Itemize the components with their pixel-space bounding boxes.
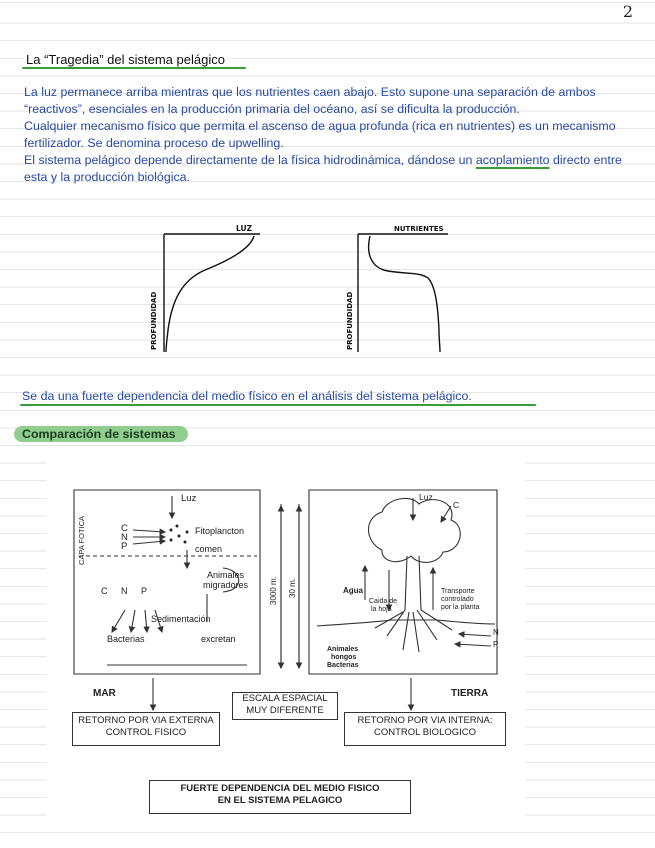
- strong-dependence-line-1: FUERTE DEPENDENCIA DEL MEDIO FISICO: [180, 783, 380, 794]
- light-depth-label: PROFUNDIDAD: [150, 291, 158, 350]
- dependence-text: Se da una fuerte dependencia del medio físico en el análisis del sistema pelágico.: [22, 389, 472, 403]
- strong-dependence-box: [149, 780, 411, 814]
- phytoplankton-label: Fitoplancton: [195, 526, 245, 536]
- sea-c-arrow: [133, 530, 165, 532]
- sediment-arrow-2: [131, 610, 135, 632]
- water-label: Agua: [343, 586, 363, 595]
- photic-layer-label: CAPA FOTICA: [77, 515, 86, 565]
- excretan-label: excretan: [201, 634, 236, 644]
- land-c-label: C: [453, 500, 460, 510]
- strong-dependence-line-2: EN EL SISTEMA PELAGICO: [217, 795, 343, 806]
- sea-n-label: N: [121, 532, 128, 543]
- sea-n2-label: N: [121, 586, 128, 596]
- light-curve: [166, 236, 254, 352]
- coupling-keyword: acoplamiento: [475, 153, 550, 168]
- sedimentation-label: Sedimentación: [151, 614, 211, 624]
- spatial-scale-box: [232, 692, 338, 720]
- land-light-label: Luz: [419, 492, 433, 502]
- land-c-arrow: [441, 506, 451, 522]
- migrators-label-1: Animales: [207, 570, 245, 580]
- dependence-underline: [20, 404, 536, 406]
- nutrient-curve: [369, 236, 440, 352]
- land-animals-label: Animales: [327, 646, 359, 653]
- tree-canopy: [368, 498, 460, 562]
- internal-return-box: [344, 712, 506, 746]
- external-return-line-1: RETORNO POR VIA EXTERNA: [78, 715, 214, 726]
- land-ground-line: [317, 620, 495, 626]
- sea-bacteria-label: Bacterias: [107, 634, 145, 644]
- sea-c2-label: C: [101, 586, 108, 596]
- page-title: La “Tragedia” del sistema pelágico: [26, 52, 225, 67]
- tree-trunk: [405, 556, 421, 610]
- transport-label-1: Transporte: [441, 588, 475, 595]
- nutrient-label: NUTRIENTES: [394, 225, 444, 233]
- migrators-label-2: migradores: [203, 580, 249, 590]
- external-return-line-2: CONTROL FISICO: [105, 727, 187, 738]
- comparison-figure: [47, 460, 525, 818]
- mar-label: MAR: [93, 688, 116, 699]
- light-profile-sketch: [164, 234, 260, 352]
- page-number: 2: [622, 2, 633, 21]
- external-return-box: [72, 712, 220, 746]
- sediment-arrow-1: [112, 610, 125, 632]
- paragraph-upwelling: Cualquier mecanismo físico que permita el ascenso de agua profunda (rica en nutrientes) es un mecanismo fertilizador. Se denomina proceso de upwelling.: [24, 119, 616, 151]
- nutrient-profile-sketch: [358, 234, 448, 352]
- transport-label-3: por la planta: [441, 604, 480, 611]
- spatial-scale-line-1: ESCALA ESPACIAL: [242, 693, 328, 704]
- land-bacteria-label: Bacterias: [327, 662, 359, 669]
- land-p-label: P: [493, 640, 499, 649]
- comen-label: comen: [195, 544, 223, 554]
- sea-c-label: C: [121, 523, 128, 534]
- coupling-text-end: directo entre esta y la producción biológica.: [24, 153, 622, 185]
- tree-roots: [375, 610, 452, 652]
- sea-p-label: P: [121, 541, 128, 552]
- leaf-fall-label-1: Caida de: [369, 598, 398, 605]
- sea-p2-label: P: [141, 586, 148, 596]
- nutrient-depth-label: PROFUNDIDAD: [346, 291, 354, 350]
- light-label: LUZ: [236, 224, 253, 233]
- depth-30-label: 30 m.: [288, 577, 297, 598]
- depth-3000-label: 3000 m.: [269, 576, 278, 605]
- sea-light-label: Luz: [181, 493, 197, 504]
- tierra-label: TIERRA: [451, 688, 489, 699]
- internal-return-line-1: RETORNO POR VIA INTERNA:: [357, 715, 493, 726]
- paragraph-light-nutrients: La luz permanece arriba mientras que los nutrientes caen abajo. Esto supone una separación de ambos “reactivos”, esenciales en la producción primaria del océano, así se dificulta la producción.: [24, 85, 596, 117]
- land-fungi-label: hongos: [331, 654, 357, 661]
- phytoplankton-dots: [170, 525, 189, 544]
- leaf-fall-label-2: la hoja: [371, 606, 392, 613]
- sediment-arrow-3: [145, 610, 147, 632]
- transport-label-2: controlado: [441, 596, 474, 603]
- spatial-scale-line-2: MUY DIFERENTE: [246, 705, 324, 716]
- coupling-text-start: El sistema pelágico depende directamente de la física hidrodinámica, dándose un: [24, 153, 476, 168]
- sea-p-arrow: [133, 541, 165, 544]
- land-p-arrow: [455, 644, 491, 646]
- land-n-label: N: [493, 628, 499, 637]
- internal-return-line-2: CONTROL BIOLOGICO: [373, 727, 477, 738]
- land-n-arrow: [459, 634, 491, 636]
- section-title-comparison: Comparación de sistemas: [14, 426, 188, 442]
